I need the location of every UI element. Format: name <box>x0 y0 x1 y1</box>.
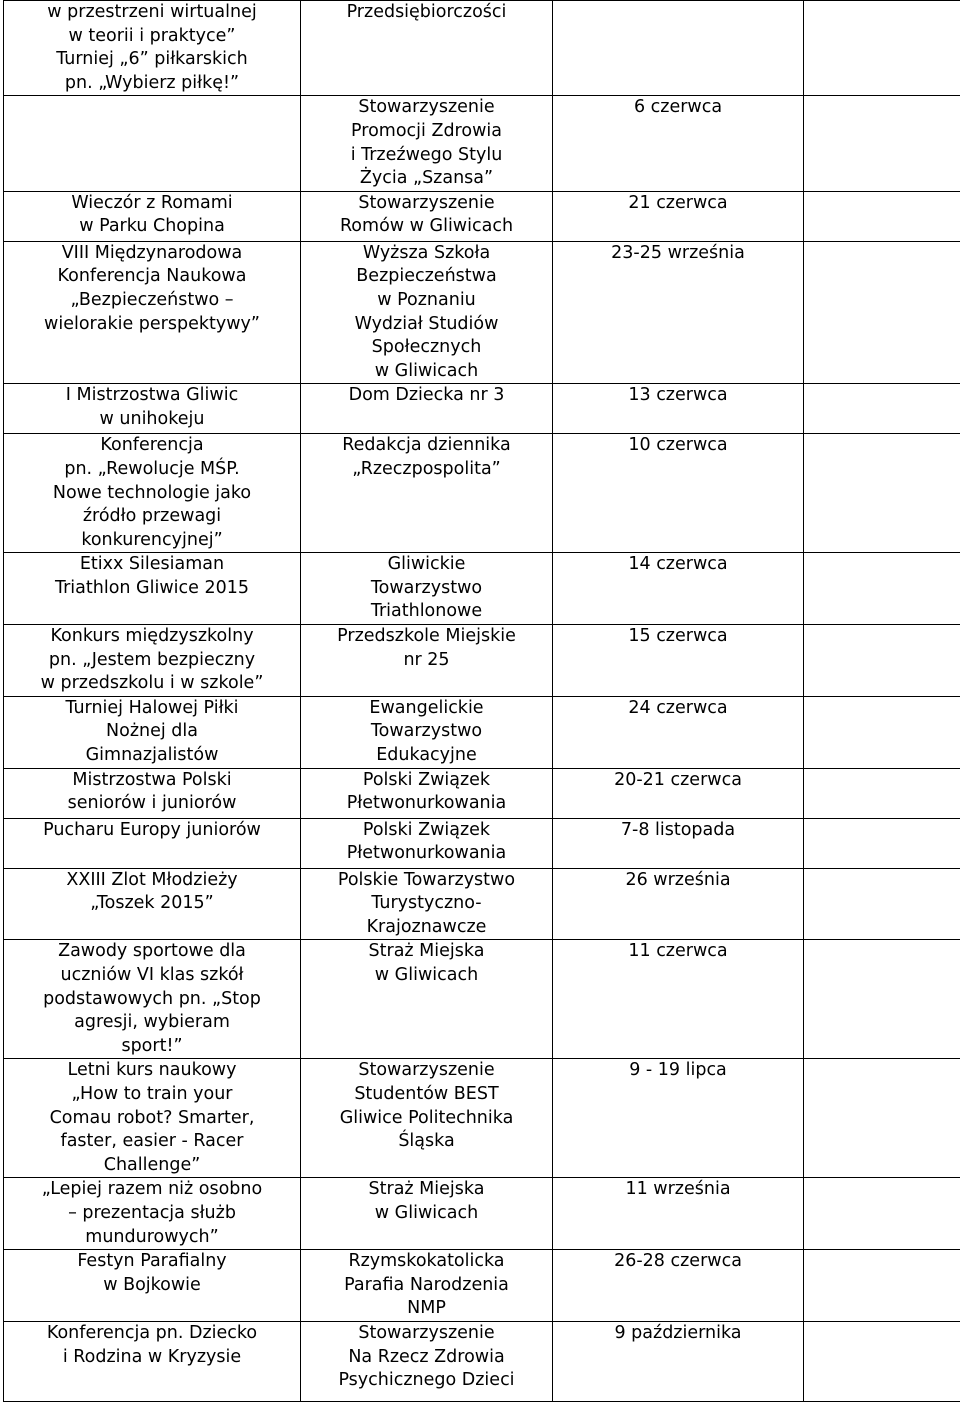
event-line: Pucharu Europy juniorów <box>8 819 296 843</box>
table-row <box>4 384 960 434</box>
organizer-line: i Trzeźwego Stylu <box>305 144 548 168</box>
empty-cell <box>804 434 960 553</box>
date-cell <box>553 1321 804 1401</box>
event-line: w przestrzeni wirtualnej <box>8 1 296 25</box>
table-row <box>4 191 960 241</box>
table-row <box>4 1250 960 1322</box>
date-cell <box>553 1059 804 1178</box>
date-cell <box>553 768 804 818</box>
table-row <box>4 868 960 940</box>
organizer-cell <box>301 1059 553 1178</box>
organizer-line: Krajoznawcze <box>305 916 548 940</box>
organizer-line: Promocji Zdrowia <box>305 120 548 144</box>
event-cell <box>4 625 301 697</box>
event-cell <box>4 818 301 868</box>
event-line: pn. „Jestem bezpieczny <box>8 649 296 673</box>
event-line: Challenge” <box>8 1154 296 1178</box>
event-cell <box>4 1250 301 1322</box>
event-line: pn. „Wybierz piłkę!” <box>8 72 296 96</box>
empty-cell <box>804 768 960 818</box>
table-row <box>4 553 960 625</box>
organizer-cell <box>301 191 553 241</box>
empty-cell <box>804 696 960 768</box>
event-line: Letni kurs naukowy <box>8 1059 296 1083</box>
date-cell <box>553 1178 804 1250</box>
event-line: pn. „Rewolucje MŚP. <box>8 458 296 482</box>
event-cell <box>4 696 301 768</box>
event-line: Gimnazjalistów <box>8 744 296 768</box>
event-cell <box>4 868 301 940</box>
event-cell <box>4 940 301 1059</box>
event-line: Konferencja pn. Dziecko <box>8 1322 296 1346</box>
date-cell <box>553 818 804 868</box>
event-line: Turniej Halowej Piłki <box>8 697 296 721</box>
event-line: „Lepiej razem niż osobno <box>8 1178 296 1202</box>
date-line: 6 czerwca <box>557 96 799 120</box>
event-cell <box>4 434 301 553</box>
date-line: 9 - 19 lipca <box>557 1059 799 1083</box>
event-line: Wieczór z Romami <box>8 192 296 216</box>
date-line: 7-8 listopada <box>557 819 799 843</box>
date-cell <box>553 1250 804 1322</box>
empty-cell <box>804 1250 960 1322</box>
date-line: 26-28 czerwca <box>557 1250 799 1274</box>
event-line: Konferencja <box>8 434 296 458</box>
organizer-line: Redakcja dziennika <box>305 434 548 458</box>
date-line: 15 czerwca <box>557 625 799 649</box>
empty-cell <box>804 1059 960 1178</box>
date-cell <box>553 940 804 1059</box>
event-line: źródło przewagi <box>8 505 296 529</box>
organizer-cell <box>301 868 553 940</box>
event-line: „Bezpieczeństwo – <box>8 289 296 313</box>
date-line: 21 czerwca <box>557 192 799 216</box>
organizer-cell <box>301 96 553 191</box>
event-line: Mistrzostwa Polski <box>8 769 296 793</box>
date-cell <box>553 868 804 940</box>
event-line: seniorów i juniorów <box>8 792 296 816</box>
organizer-line: Dom Dziecka nr 3 <box>305 384 548 408</box>
event-line: XXIII Zlot Młodzieży <box>8 869 296 893</box>
event-line: Turniej „6” piłkarskich <box>8 48 296 72</box>
date-cell <box>553 191 804 241</box>
event-cell <box>4 96 301 191</box>
event-line: – prezentacja służb <box>8 1202 296 1226</box>
organizer-line: Stowarzyszenie <box>305 1322 548 1346</box>
organizer-cell <box>301 625 553 697</box>
date-line: 20-21 czerwca <box>557 769 799 793</box>
date-line: 23-25 września <box>557 242 799 266</box>
event-line: faster, easier - Racer <box>8 1130 296 1154</box>
organizer-line: Ewangelickie <box>305 697 548 721</box>
organizer-cell <box>301 553 553 625</box>
event-line: agresji, wybieram <box>8 1011 296 1035</box>
date-line: 9 października <box>557 1322 799 1346</box>
event-cell <box>4 384 301 434</box>
organizer-line: Straż Miejska <box>305 940 548 964</box>
organizer-line: Psychicznego Dzieci <box>305 1369 548 1393</box>
organizer-line: Stowarzyszenie <box>305 96 548 120</box>
empty-cell <box>804 1 960 96</box>
organizer-cell <box>301 818 553 868</box>
organizer-cell <box>301 1321 553 1401</box>
date-line: 13 czerwca <box>557 384 799 408</box>
table-row <box>4 818 960 868</box>
event-line: Festyn Parafialny <box>8 1250 296 1274</box>
event-cell <box>4 241 301 384</box>
date-cell <box>553 696 804 768</box>
organizer-line: Wyższa Szkoła <box>305 242 548 266</box>
events-table <box>3 0 960 1402</box>
event-cell <box>4 1059 301 1178</box>
date-line: 11 czerwca <box>557 940 799 964</box>
table-row <box>4 1 960 96</box>
date-cell <box>553 384 804 434</box>
organizer-cell <box>301 1 553 96</box>
event-line: i Rodzina w Kryzysie <box>8 1346 296 1370</box>
organizer-line: Romów w Gliwicach <box>305 215 548 239</box>
date-line: 10 czerwca <box>557 434 799 458</box>
event-line: Nożnej dla <box>8 720 296 744</box>
table-row <box>4 1321 960 1401</box>
organizer-cell <box>301 1178 553 1250</box>
organizer-line: Polski Związek <box>305 819 548 843</box>
organizer-line: Towarzystwo <box>305 720 548 744</box>
organizer-line: Stowarzyszenie <box>305 1059 548 1083</box>
organizer-line: Społecznych <box>305 336 548 360</box>
organizer-line: Płetwonurkowania <box>305 792 548 816</box>
organizer-line: Towarzystwo <box>305 577 548 601</box>
table-row <box>4 625 960 697</box>
organizer-line: Życia „Szansa” <box>305 167 548 191</box>
empty-cell <box>804 241 960 384</box>
table-row <box>4 696 960 768</box>
date-cell <box>553 96 804 191</box>
organizer-line: Straż Miejska <box>305 1178 548 1202</box>
empty-cell <box>804 191 960 241</box>
organizer-line: Studentów BEST <box>305 1083 548 1107</box>
organizer-cell <box>301 1250 553 1322</box>
empty-cell <box>804 384 960 434</box>
event-line: „How to train your <box>8 1083 296 1107</box>
event-line: Nowe technologie jako <box>8 482 296 506</box>
event-cell <box>4 191 301 241</box>
organizer-line: Polskie Towarzystwo <box>305 869 548 893</box>
date-line: 11 września <box>557 1178 799 1202</box>
empty-cell <box>804 940 960 1059</box>
empty-cell <box>804 96 960 191</box>
table-row <box>4 241 960 384</box>
empty-cell <box>804 818 960 868</box>
event-cell <box>4 1321 301 1401</box>
date-cell <box>553 241 804 384</box>
event-line: „Toszek 2015” <box>8 892 296 916</box>
organizer-line: w Gliwicach <box>305 360 548 384</box>
table-row <box>4 768 960 818</box>
organizer-line: Płetwonurkowania <box>305 842 548 866</box>
organizer-line: Przedszkole Miejskie <box>305 625 548 649</box>
event-line: mundurowych” <box>8 1226 296 1250</box>
organizer-cell <box>301 241 553 384</box>
event-line: uczniów VI klas szkół <box>8 964 296 988</box>
organizer-line: Polski Związek <box>305 769 548 793</box>
event-cell <box>4 1 301 96</box>
table-row <box>4 434 960 553</box>
organizer-line: Parafia Narodzenia <box>305 1274 548 1298</box>
empty-cell <box>804 625 960 697</box>
date-line: 26 września <box>557 869 799 893</box>
organizer-line: „Rzeczpospolita” <box>305 458 548 482</box>
event-line: Zawody sportowe dla <box>8 940 296 964</box>
organizer-line: Gliwice Politechnika <box>305 1107 548 1131</box>
event-cell <box>4 1178 301 1250</box>
date-cell <box>553 553 804 625</box>
organizer-line: Wydział Studiów <box>305 313 548 337</box>
organizer-line: Turystyczno- <box>305 892 548 916</box>
table-row <box>4 1178 960 1250</box>
events-table-body <box>4 1 960 1402</box>
event-cell <box>4 768 301 818</box>
event-line: Konferencja Naukowa <box>8 265 296 289</box>
organizer-cell <box>301 696 553 768</box>
date-line: 14 czerwca <box>557 553 799 577</box>
organizer-line: NMP <box>305 1297 548 1321</box>
organizer-line: w Gliwicach <box>305 1202 548 1226</box>
event-line: VIII Międzynarodowa <box>8 242 296 266</box>
date-cell <box>553 625 804 697</box>
organizer-line: w Poznaniu <box>305 289 548 313</box>
empty-cell <box>804 1321 960 1401</box>
organizer-line: nr 25 <box>305 649 548 673</box>
event-line: podstawowych pn. „Stop <box>8 988 296 1012</box>
organizer-cell <box>301 768 553 818</box>
organizer-line: Bezpieczeństwa <box>305 265 548 289</box>
event-line: I Mistrzostwa Gliwic <box>8 384 296 408</box>
table-row <box>4 1059 960 1178</box>
organizer-line: Rzymskokatolicka <box>305 1250 548 1274</box>
event-line: Konkurs międzyszkolny <box>8 625 296 649</box>
date-cell <box>553 434 804 553</box>
organizer-line: w Gliwicach <box>305 964 548 988</box>
empty-cell <box>804 553 960 625</box>
empty-cell <box>804 868 960 940</box>
organizer-line: Triathlonowe <box>305 600 548 624</box>
event-line: w Parku Chopina <box>8 215 296 239</box>
event-cell <box>4 553 301 625</box>
table-row <box>4 940 960 1059</box>
event-line: w unihokeju <box>8 408 296 432</box>
event-line: Etixx Silesiaman <box>8 553 296 577</box>
organizer-cell <box>301 940 553 1059</box>
organizer-line: Stowarzyszenie <box>305 192 548 216</box>
organizer-line: Śląska <box>305 1130 548 1154</box>
event-line: wielorakie perspektywy” <box>8 313 296 337</box>
date-cell <box>553 1 804 96</box>
organizer-line: Gliwickie <box>305 553 548 577</box>
date-line: 24 czerwca <box>557 697 799 721</box>
event-line: w przedszkolu i w szkole” <box>8 672 296 696</box>
event-line: sport!” <box>8 1035 296 1059</box>
table-row <box>4 96 960 191</box>
event-line: Triathlon Gliwice 2015 <box>8 577 296 601</box>
organizer-cell <box>301 384 553 434</box>
event-line: w teorii i praktyce” <box>8 25 296 49</box>
event-line: konkurencyjnej” <box>8 529 296 553</box>
event-line: w Bojkowie <box>8 1274 296 1298</box>
empty-cell <box>804 1178 960 1250</box>
event-line: Comau robot? Smarter, <box>8 1107 296 1131</box>
organizer-line: Przedsiębiorczości <box>305 1 548 25</box>
organizer-line: Edukacyjne <box>305 744 548 768</box>
organizer-cell <box>301 434 553 553</box>
organizer-line: Na Rzecz Zdrowia <box>305 1346 548 1370</box>
